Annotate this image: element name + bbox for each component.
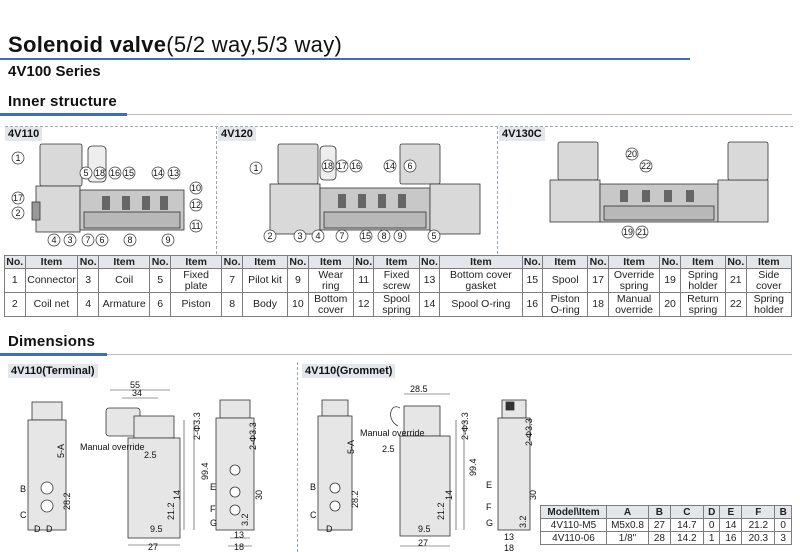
- dim-27: 27: [418, 538, 429, 548]
- col-header: Item: [440, 256, 522, 269]
- table-cell: 13: [419, 269, 440, 293]
- title-paren: (5/2 way,5/3 way): [166, 32, 343, 57]
- table-cell: 28: [649, 532, 671, 545]
- dim-c: C: [20, 510, 27, 520]
- table-cell: Spool: [543, 269, 588, 293]
- svg-text:22: 22: [640, 161, 652, 171]
- model-table-header: [541, 506, 792, 519]
- dim-13: 13: [234, 530, 245, 540]
- table-cell: 10: [288, 293, 309, 317]
- col-header: No.: [289, 255, 307, 268]
- col-header: No.: [79, 255, 97, 268]
- dim-30: 30: [528, 489, 538, 500]
- table-cell: Manual override: [608, 293, 659, 317]
- title-main: Solenoid valve: [8, 32, 167, 57]
- svg-text:17: 17: [12, 193, 24, 203]
- svg-text:6: 6: [407, 161, 413, 171]
- dimensions-separator: [297, 362, 298, 552]
- dimensions-rule-grey: [107, 354, 792, 355]
- dim-2-5: 2.5: [382, 444, 395, 454]
- dim-18: 18: [234, 542, 245, 552]
- table-cell: Armature: [98, 293, 149, 317]
- svg-text:13: 13: [168, 168, 180, 178]
- svg-text:3: 3: [297, 231, 303, 241]
- table-cell: 4V110-06: [541, 532, 607, 545]
- col-header: F: [742, 506, 775, 519]
- svg-text:3: 3: [67, 235, 73, 245]
- grommet-label: 4V110(Grommet): [302, 364, 395, 378]
- page-title: [8, 32, 342, 58]
- table-cell: Pilot kit: [242, 269, 287, 293]
- col-header: Item: [543, 256, 588, 269]
- model-dimension-table: [540, 505, 792, 545]
- col-header: No.: [420, 255, 438, 268]
- svg-text:9: 9: [165, 235, 171, 245]
- table-cell: Spool O-ring: [440, 293, 522, 317]
- table-cell: 9: [288, 269, 309, 293]
- dim-phi: 2-Φ3.3: [192, 412, 202, 440]
- table-cell: Bottom cover: [308, 293, 353, 317]
- svg-text:1: 1: [15, 153, 21, 163]
- dim-28-2: 28.2: [62, 492, 72, 510]
- svg-text:7: 7: [339, 231, 345, 241]
- terminal-dimension-drawing: [10, 380, 295, 552]
- col-header: No.: [727, 255, 745, 268]
- dim-99-4: 99.4: [468, 458, 478, 476]
- col-header: E: [720, 506, 742, 519]
- svg-text:7: 7: [85, 235, 91, 245]
- dim-manual-override: Manual override: [360, 428, 425, 438]
- table-cell: Piston: [170, 293, 221, 317]
- table-row: [5, 269, 792, 293]
- col-header: No.: [355, 255, 373, 268]
- table-cell: Spring holder: [746, 293, 791, 317]
- structure-drawing-4v120: [220, 140, 495, 252]
- dim-b: B: [20, 484, 27, 494]
- col-header: Item: [25, 256, 78, 269]
- panel-label-4v120: 4V120: [218, 127, 256, 141]
- svg-text:14: 14: [384, 161, 396, 171]
- col-header: B: [775, 506, 792, 519]
- table-cell: 0: [775, 519, 792, 532]
- dim-e: E: [486, 480, 493, 490]
- table-cell: Return spring: [680, 293, 725, 317]
- table-cell: 14: [720, 519, 742, 532]
- title-rule: [0, 58, 690, 60]
- parts-table-header: [5, 256, 792, 269]
- table-cell: 15: [522, 269, 543, 293]
- table-cell: 1: [5, 269, 26, 293]
- table-cell: 21: [726, 269, 747, 293]
- col-header: No.: [661, 255, 679, 268]
- terminal-label: 4V110(Terminal): [8, 364, 98, 378]
- col-header: Model\Item: [541, 506, 607, 519]
- table-cell: 16: [522, 293, 543, 317]
- col-header: Item: [746, 256, 791, 269]
- svg-text:16: 16: [109, 168, 121, 178]
- svg-text:18: 18: [322, 161, 334, 171]
- table-cell: Override spring: [608, 269, 659, 293]
- svg-text:14: 14: [152, 168, 164, 178]
- dim-21-2: 21.2: [436, 502, 446, 520]
- table-cell: 19: [660, 269, 681, 293]
- table-cell: Body: [242, 293, 287, 317]
- dim-9-5: 9.5: [418, 524, 431, 534]
- svg-text:5: 5: [83, 168, 89, 178]
- col-header: B: [649, 506, 671, 519]
- table-cell: 21.2: [742, 519, 775, 532]
- table-cell: Spring holder: [680, 269, 725, 293]
- parts-table: [4, 255, 792, 317]
- panel-separator-1: [216, 126, 217, 254]
- dim-e: E: [210, 482, 217, 492]
- table-cell: 6: [150, 293, 171, 317]
- dim-d: D: [326, 524, 333, 534]
- svg-text:15: 15: [360, 231, 372, 241]
- col-header: Item: [374, 256, 419, 269]
- dim-2-5: 2.5: [144, 450, 157, 460]
- svg-text:1: 1: [253, 163, 259, 173]
- dim-9-5: 9.5: [150, 524, 163, 534]
- svg-text:17: 17: [336, 161, 348, 171]
- table-row: [541, 532, 792, 545]
- table-cell: 11: [353, 269, 374, 293]
- table-cell: 16: [720, 532, 742, 545]
- dim-28-2: 28.2: [350, 490, 360, 508]
- dimensions-rule: [0, 353, 107, 356]
- dim-b: B: [310, 482, 317, 492]
- col-header: No.: [151, 255, 169, 268]
- svg-text:8: 8: [381, 231, 387, 241]
- svg-text:19: 19: [622, 227, 634, 237]
- dim-2-phi: 2-Φ3.3: [248, 422, 258, 450]
- dim-3-2: 3.2: [518, 515, 528, 528]
- table-cell: Fixed screw: [374, 269, 419, 293]
- dim-34: 34: [132, 388, 143, 398]
- structure-panels-border: [5, 126, 793, 127]
- structure-drawing-4v110: [8, 140, 214, 252]
- table-cell: M5x0.8: [607, 519, 649, 532]
- col-header: No.: [6, 255, 24, 268]
- table-cell: 5: [150, 269, 171, 293]
- table-cell: Connector: [25, 269, 78, 293]
- table-cell: 20.3: [742, 532, 775, 545]
- table-cell: Bottom cover gasket: [440, 269, 522, 293]
- svg-text:12: 12: [190, 200, 202, 210]
- dim-f-bottom: D: [46, 524, 53, 534]
- dim-d: D: [34, 524, 41, 534]
- col-header: No.: [589, 255, 607, 268]
- table-cell: 3: [78, 269, 99, 293]
- table-cell: 2: [5, 293, 26, 317]
- table-cell: 22: [726, 293, 747, 317]
- dimensions-heading: Dimensions: [8, 333, 96, 350]
- col-header: No.: [523, 255, 541, 268]
- svg-text:2: 2: [267, 231, 273, 241]
- table-cell: 1: [703, 532, 720, 545]
- dim-g: G: [210, 518, 218, 528]
- table-cell: 14.7: [670, 519, 703, 532]
- col-header: Item: [98, 256, 149, 269]
- col-header: C: [670, 506, 703, 519]
- inner-structure-rule-grey: [127, 114, 792, 115]
- table-cell: 14.2: [670, 532, 703, 545]
- dim-2-phi: 2-Φ3.3: [524, 418, 534, 446]
- svg-text:8: 8: [127, 235, 133, 245]
- svg-text:11: 11: [191, 221, 201, 231]
- table-cell: 17: [588, 269, 609, 293]
- table-cell: 4: [78, 293, 99, 317]
- table-cell: Piston O-ring: [543, 293, 588, 317]
- svg-text:5: 5: [431, 231, 437, 241]
- panel-label-4v110: 4V110: [5, 127, 42, 141]
- table-cell: Wear ring: [308, 269, 353, 293]
- table-cell: Side cover: [746, 269, 791, 293]
- dim-manual-override: Manual override: [80, 442, 145, 452]
- dim-55: 55: [130, 380, 141, 390]
- col-header: Item: [680, 256, 725, 269]
- svg-text:6: 6: [99, 235, 105, 245]
- svg-text:9: 9: [397, 231, 403, 241]
- dim-30: 30: [254, 489, 264, 500]
- dim-13: 13: [504, 532, 515, 542]
- table-cell: 7: [222, 269, 243, 293]
- table-cell: 14: [419, 293, 440, 317]
- inner-structure-rule: [0, 113, 127, 116]
- table-cell: 20: [660, 293, 681, 317]
- svg-text:2: 2: [15, 208, 21, 218]
- table-row: [541, 519, 792, 532]
- dim-phi: 2-Φ3.3: [460, 412, 470, 440]
- col-header: Item: [242, 256, 287, 269]
- dim-21-2: 21.2: [166, 502, 176, 520]
- panel-separator-2: [497, 126, 498, 254]
- dim-f: F: [210, 504, 216, 514]
- table-cell: Coil net: [25, 293, 78, 317]
- table-cell: 0: [703, 519, 720, 532]
- table-cell: Fixed plate: [170, 269, 221, 293]
- grommet-dimension-drawing: [300, 380, 540, 552]
- table-cell: 18: [588, 293, 609, 317]
- table-cell: 4V110-M5: [541, 519, 607, 532]
- table-row: [5, 293, 792, 317]
- table-cell: 3: [775, 532, 792, 545]
- svg-text:4: 4: [315, 231, 321, 241]
- svg-text:10: 10: [190, 183, 202, 193]
- dim-27: 27: [148, 542, 159, 552]
- svg-text:18: 18: [94, 168, 106, 178]
- dim-5-a: 5-A: [346, 439, 356, 454]
- svg-text:15: 15: [123, 168, 135, 178]
- col-header: Item: [308, 256, 353, 269]
- dim-99-4: 99.4: [200, 462, 210, 480]
- dim-28-5: 28.5: [410, 384, 428, 394]
- table-cell: Spool spring: [374, 293, 419, 317]
- dim-14: 14: [172, 489, 182, 500]
- dim-f: F: [486, 502, 492, 512]
- dim-14: 14: [444, 489, 454, 500]
- table-cell: Coil: [98, 269, 149, 293]
- col-header: D: [703, 506, 720, 519]
- col-header: A: [607, 506, 649, 519]
- svg-text:16: 16: [350, 161, 362, 171]
- panel-label-4v130c: 4V130C: [499, 127, 545, 141]
- col-header: Item: [170, 256, 221, 269]
- dim-5-a: 5-A: [56, 443, 66, 458]
- svg-text:21: 21: [636, 227, 648, 237]
- dim-3-2: 3.2: [240, 513, 250, 526]
- dim-c: C: [310, 510, 317, 520]
- dim-18: 18: [504, 543, 515, 552]
- svg-text:4: 4: [51, 235, 57, 245]
- inner-structure-heading: Inner structure: [8, 93, 117, 110]
- structure-drawing-4v130c: [502, 140, 792, 252]
- svg-text:20: 20: [626, 149, 638, 159]
- col-header: Item: [608, 256, 659, 269]
- table-cell: 12: [353, 293, 374, 317]
- table-cell: 1/8": [607, 532, 649, 545]
- table-cell: 8: [222, 293, 243, 317]
- series-label: 4V100 Series: [8, 63, 101, 80]
- dim-g: G: [486, 518, 494, 528]
- col-header: No.: [223, 255, 241, 268]
- table-cell: 27: [649, 519, 671, 532]
